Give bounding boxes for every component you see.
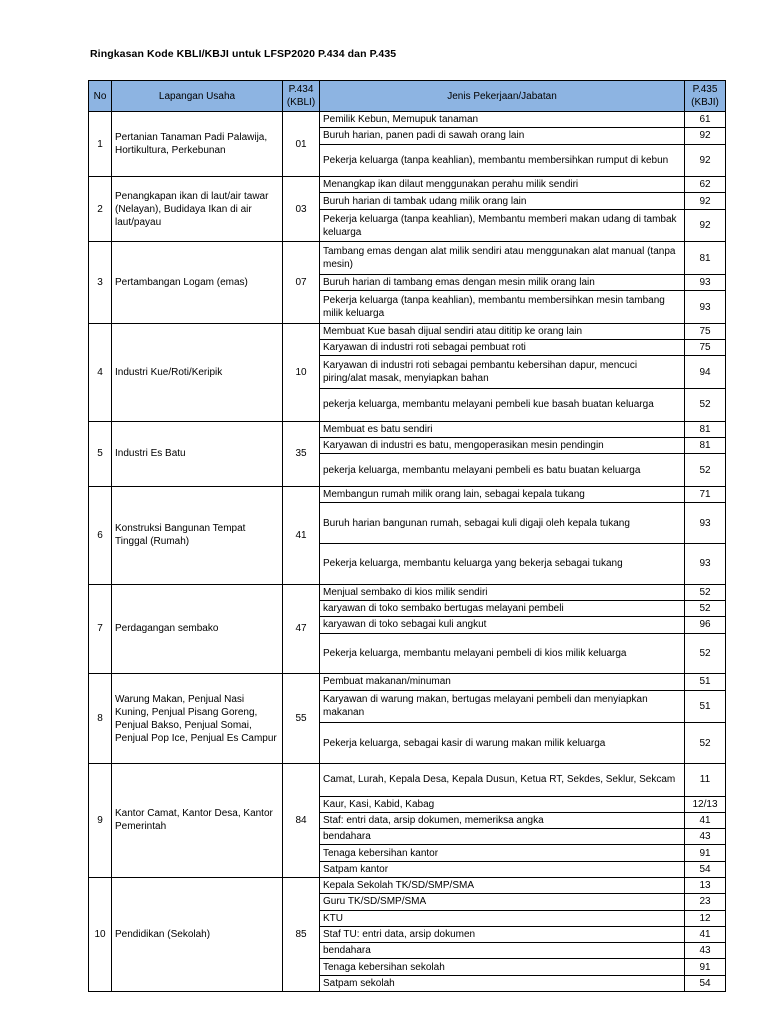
table-header-row	[89, 81, 726, 112]
jenis-pekerjaan-cell: pekerja keluarga, membantu melayani pembeli es batu buatan keluarga	[320, 454, 685, 487]
jenis-pekerjaan-cell: bendahara	[320, 943, 685, 959]
jenis-pekerjaan-cell: Satpam sekolah	[320, 975, 685, 991]
lapangan-usaha-cell: Industri Es Batu	[112, 421, 283, 486]
header-p434-line1: P.434	[288, 84, 314, 95]
jenis-pekerjaan-cell: Kepala Sekolah TK/SD/SMP/SMA	[320, 877, 685, 893]
kbji-code-cell: 51	[685, 674, 726, 690]
table-row	[89, 584, 726, 600]
document-title: Ringkasan Kode KBLI/KBJI untuk LFSP2020 P.434 dan P.435	[90, 48, 397, 60]
kbji-code-cell: 41	[685, 926, 726, 942]
jenis-pekerjaan-cell: Karyawan di industri roti sebagai pembantu kebersihan dapur, mencuci piring/alat masak, menyiapkan bahan	[320, 356, 685, 389]
kbji-code-cell: 92	[685, 193, 726, 209]
jenis-pekerjaan-cell: Membuat Kue basah dijual sendiri atau dititip ke orang lain	[320, 323, 685, 339]
jenis-pekerjaan-cell: Pekerja keluarga, sebagai kasir di warung makan milik keluarga	[320, 723, 685, 764]
table-row	[89, 486, 726, 502]
jenis-pekerjaan-cell: Menjual sembako di kios milik sendiri	[320, 584, 685, 600]
row-number: 10	[89, 877, 112, 991]
jenis-pekerjaan-cell: Tenaga kebersihan sekolah	[320, 959, 685, 975]
table-row	[89, 242, 726, 275]
kbji-code-cell: 61	[685, 112, 726, 128]
jenis-pekerjaan-cell: Menangkap ikan dilaut menggunakan perahu milik sendiri	[320, 177, 685, 193]
kbji-code-cell: 52	[685, 584, 726, 600]
lapangan-usaha-cell: Industri Kue/Roti/Keripik	[112, 323, 283, 421]
kbli-code-cell: 85	[283, 877, 320, 991]
jenis-pekerjaan-cell: Kaur, Kasi, Kabid, Kabag	[320, 796, 685, 812]
jenis-pekerjaan-cell: Pekerja keluarga, membantu melayani pembeli di kios milik keluarga	[320, 633, 685, 674]
kbli-code-cell: 35	[283, 421, 320, 486]
table-row	[89, 877, 726, 893]
row-number: 7	[89, 584, 112, 674]
jenis-pekerjaan-cell: Membangun rumah milik orang lain, sebagai kepala tukang	[320, 486, 685, 502]
lapangan-usaha-cell: Penangkapan ikan di laut/air tawar (Nelayan), Budidaya Ikan di air laut/payau	[112, 177, 283, 242]
kbji-code-cell: 12/13	[685, 796, 726, 812]
kbji-code-cell: 52	[685, 454, 726, 487]
lapangan-usaha-cell: Pertambangan Logam (emas)	[112, 242, 283, 323]
jenis-pekerjaan-cell: Guru TK/SD/SMP/SMA	[320, 894, 685, 910]
header-p435-line2: (KBJI)	[691, 97, 719, 108]
kbji-code-cell: 93	[685, 543, 726, 584]
row-number: 6	[89, 486, 112, 584]
kbji-code-cell: 54	[685, 861, 726, 877]
kbji-code-cell: 75	[685, 323, 726, 339]
kbji-code-cell: 41	[685, 812, 726, 828]
lapangan-usaha-cell: Pendidikan (Sekolah)	[112, 877, 283, 991]
kbji-code-cell: 13	[685, 877, 726, 893]
kbji-code-cell: 54	[685, 975, 726, 991]
kbji-code-cell: 94	[685, 356, 726, 389]
kbji-code-cell: 93	[685, 503, 726, 544]
row-number: 8	[89, 674, 112, 764]
lapangan-usaha-cell: Pertanian Tanaman Padi Palawija, Hortikultura, Perkebunan	[112, 112, 283, 177]
jenis-pekerjaan-cell: Buruh harian di tambang emas dengan mesin milik orang lain	[320, 274, 685, 290]
kbli-code-cell: 41	[283, 486, 320, 584]
jenis-pekerjaan-cell: Karyawan di industri es batu, mengoperasikan mesin pendingin	[320, 437, 685, 453]
jenis-pekerjaan-cell: Buruh harian, panen padi di sawah orang lain	[320, 128, 685, 144]
jenis-pekerjaan-cell: Pekerja keluarga (tanpa keahlian), membantu membersihkan rumput di kebun	[320, 144, 685, 177]
header-no: No	[89, 81, 112, 112]
kbji-code-cell: 52	[685, 633, 726, 674]
jenis-pekerjaan-cell: karyawan di toko sebagai kuli angkut	[320, 617, 685, 633]
table-row	[89, 323, 726, 339]
jenis-pekerjaan-cell: Membuat es batu sendiri	[320, 421, 685, 437]
kbji-code-cell: 43	[685, 829, 726, 845]
kbji-code-cell: 12	[685, 910, 726, 926]
jenis-pekerjaan-cell: Tenaga kebersihan kantor	[320, 845, 685, 861]
kbji-code-cell: 81	[685, 242, 726, 275]
jenis-pekerjaan-cell: Camat, Lurah, Kepala Desa, Kepala Dusun, Ketua RT, Sekdes, Seklur, Sekcam	[320, 763, 685, 796]
row-number: 4	[89, 323, 112, 421]
kbji-code-cell: 96	[685, 617, 726, 633]
row-number: 9	[89, 763, 112, 877]
kbji-code-cell: 62	[685, 177, 726, 193]
kbli-code-cell: 01	[283, 112, 320, 177]
kbli-code-cell: 07	[283, 242, 320, 323]
table-row	[89, 763, 726, 796]
jenis-pekerjaan-cell: Buruh harian di tambak udang milik orang lain	[320, 193, 685, 209]
jenis-pekerjaan-cell: KTU	[320, 910, 685, 926]
jenis-pekerjaan-cell: bendahara	[320, 829, 685, 845]
header-lapangan-usaha: Lapangan Usaha	[112, 81, 283, 112]
kbji-code-cell: 75	[685, 340, 726, 356]
kbli-code-cell: 03	[283, 177, 320, 242]
jenis-pekerjaan-cell: Staf: entri data, arsip dokumen, memeriksa angka	[320, 812, 685, 828]
table-row	[89, 112, 726, 128]
table-row	[89, 674, 726, 690]
kbji-code-cell: 51	[685, 690, 726, 723]
kbji-code-cell: 11	[685, 763, 726, 796]
kbji-code-cell: 52	[685, 600, 726, 616]
kbji-code-cell: 91	[685, 959, 726, 975]
kbji-code-cell: 81	[685, 437, 726, 453]
jenis-pekerjaan-cell: Tambang emas dengan alat milik sendiri atau menggunakan alat manual (tanpa mesin)	[320, 242, 685, 275]
kbji-code-cell: 52	[685, 389, 726, 422]
jenis-pekerjaan-cell: Buruh harian bangunan rumah, sebagai kuli digaji oleh kepala tukang	[320, 503, 685, 544]
jenis-pekerjaan-cell: Pekerja keluarga (tanpa keahlian), membantu membersihkan mesin tambang milik keluarga	[320, 291, 685, 324]
kbji-code-cell: 92	[685, 144, 726, 177]
jenis-pekerjaan-cell: Pembuat makanan/minuman	[320, 674, 685, 690]
header-p434-line2: (KBLI)	[286, 97, 316, 108]
row-number: 3	[89, 242, 112, 323]
kbji-code-cell: 92	[685, 209, 726, 242]
jenis-pekerjaan-cell: Pekerja keluarga (tanpa keahlian), Membantu memberi makan udang di tambak keluarga	[320, 209, 685, 242]
row-number: 5	[89, 421, 112, 486]
kbji-code-cell: 23	[685, 894, 726, 910]
kbji-code-cell: 93	[685, 274, 726, 290]
table-row	[89, 177, 726, 193]
kbli-code-cell: 84	[283, 763, 320, 877]
kbli-code-cell: 10	[283, 323, 320, 421]
header-p434	[283, 81, 320, 112]
row-number: 2	[89, 177, 112, 242]
jenis-pekerjaan-cell: Pekerja keluarga, membantu keluarga yang bekerja sebagai tukang	[320, 543, 685, 584]
kbji-code-cell: 81	[685, 421, 726, 437]
lapangan-usaha-cell: Perdagangan sembako	[112, 584, 283, 674]
jenis-pekerjaan-cell: Karyawan di warung makan, bertugas melayani pembeli dan menyiapkan makanan	[320, 690, 685, 723]
jenis-pekerjaan-cell: Pemilik Kebun, Memupuk tanaman	[320, 112, 685, 128]
row-number: 1	[89, 112, 112, 177]
table-body	[89, 112, 726, 992]
kbji-code-cell: 43	[685, 943, 726, 959]
kbji-code-cell: 71	[685, 486, 726, 502]
kbli-code-cell: 55	[283, 674, 320, 764]
header-jenis-pekerjaan: Jenis Pekerjaan/Jabatan	[320, 81, 685, 112]
kode-table	[88, 80, 726, 992]
lapangan-usaha-cell: Warung Makan, Penjual Nasi Kuning, Penjual Pisang Goreng, Penjual Bakso, Penjual Somai, Penjual Pop Ice, Penjual Es Campur	[112, 674, 283, 764]
jenis-pekerjaan-cell: karyawan di toko sembako bertugas melayani pembeli	[320, 600, 685, 616]
jenis-pekerjaan-cell: Satpam kantor	[320, 861, 685, 877]
kbji-code-cell: 93	[685, 291, 726, 324]
header-p435	[685, 81, 726, 112]
jenis-pekerjaan-cell: Karyawan di industri roti sebagai pembuat roti	[320, 340, 685, 356]
jenis-pekerjaan-cell: pekerja keluarga, membantu melayani pembeli kue basah buatan keluarga	[320, 389, 685, 422]
lapangan-usaha-cell: Konstruksi Bangunan Tempat Tinggal (Rumah)	[112, 486, 283, 584]
table-row	[89, 421, 726, 437]
jenis-pekerjaan-cell: Staf TU: entri data, arsip dokumen	[320, 926, 685, 942]
header-p435-line1: P.435	[692, 84, 718, 95]
lapangan-usaha-cell: Kantor Camat, Kantor Desa, Kantor Pemerintah	[112, 763, 283, 877]
kbli-code-cell: 47	[283, 584, 320, 674]
kbji-code-cell: 52	[685, 723, 726, 764]
kbji-code-cell: 92	[685, 128, 726, 144]
kbji-code-cell: 91	[685, 845, 726, 861]
